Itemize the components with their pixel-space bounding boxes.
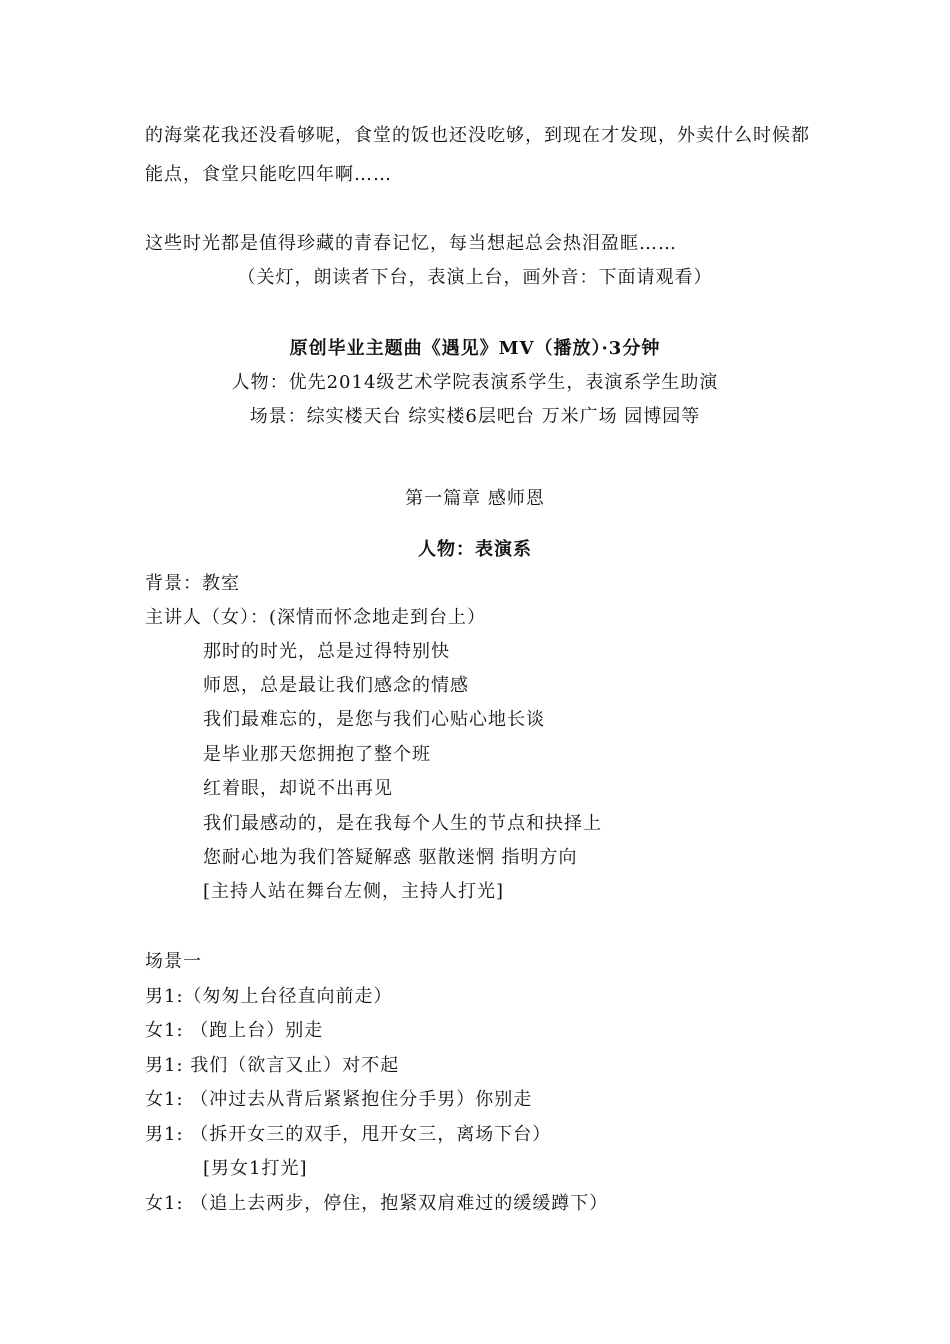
stage-note: [男女1打光] <box>203 1158 308 1179</box>
script-line: 女1: （跑上台）别走 <box>145 1020 324 1041</box>
paragraph-line: 这些时光都是值得珍藏的青春记忆，每当想起总会热泪盈眶…… <box>145 233 677 254</box>
chapter-characters: 人物：表演系 <box>418 539 532 560</box>
paragraph-line: 能点，食堂只能吃四年啊…… <box>145 164 392 185</box>
scene-title: 场景一 <box>145 951 202 972</box>
script-line: 男1: 我们（欲言又止）对不起 <box>145 1055 400 1076</box>
script-line: 女1: （追上去两步，停住，抱紧双肩难过的缓缓蹲下） <box>145 1193 609 1214</box>
paragraph-line: 的海棠花我还没看够呢，食堂的饭也还没吃够，到现在才发现，外卖什么时候都 <box>145 125 810 146</box>
poem-line: 您耐心地为我们答疑解惑 驱散迷惘 指明方向 <box>203 847 578 868</box>
mv-scene: 场景：综实楼天台 综实楼6层吧台 万米广场 园博园等 <box>249 406 701 427</box>
script-line: 男1: （拆开女三的双手，甩开女三，离场下台） <box>145 1124 552 1145</box>
mv-characters: 人物：优先2014级艺术学院表演系学生，表演系学生助演 <box>231 372 719 393</box>
stage-direction: （关灯，朗读者下台，表演上台，画外音：下面请观看） <box>237 267 713 288</box>
poem-line: 我们最难忘的，是您与我们心贴心地长谈 <box>203 709 545 730</box>
chapter-background: 背景：教室 <box>145 573 240 594</box>
poem-line: 红着眼，却说不出再见 <box>203 778 393 799</box>
script-line: 女1: （冲过去从背后紧紧抱住分手男）你别走 <box>145 1089 533 1110</box>
poem-line: 那时的时光，总是过得特别快 <box>203 641 450 662</box>
stage-note: [主持人站在舞台左侧，主持人打光] <box>203 881 505 902</box>
poem-line: 师恩，总是最让我们感念的情感 <box>203 675 469 696</box>
poem-line: 是毕业那天您拥抱了整个班 <box>203 744 431 765</box>
script-line: 男1:（匆匆上台径直向前走） <box>145 986 393 1007</box>
mv-section-title: 原创毕业主题曲《遇见》MV（播放）·3分钟 <box>289 338 661 359</box>
host-intro: 主讲人（女）：(深情而怀念地走到台上） <box>145 607 487 628</box>
poem-line: 我们最感动的，是在我每个人生的节点和抉择上 <box>203 813 602 834</box>
chapter-title: 第一篇章 感师恩 <box>405 488 545 509</box>
